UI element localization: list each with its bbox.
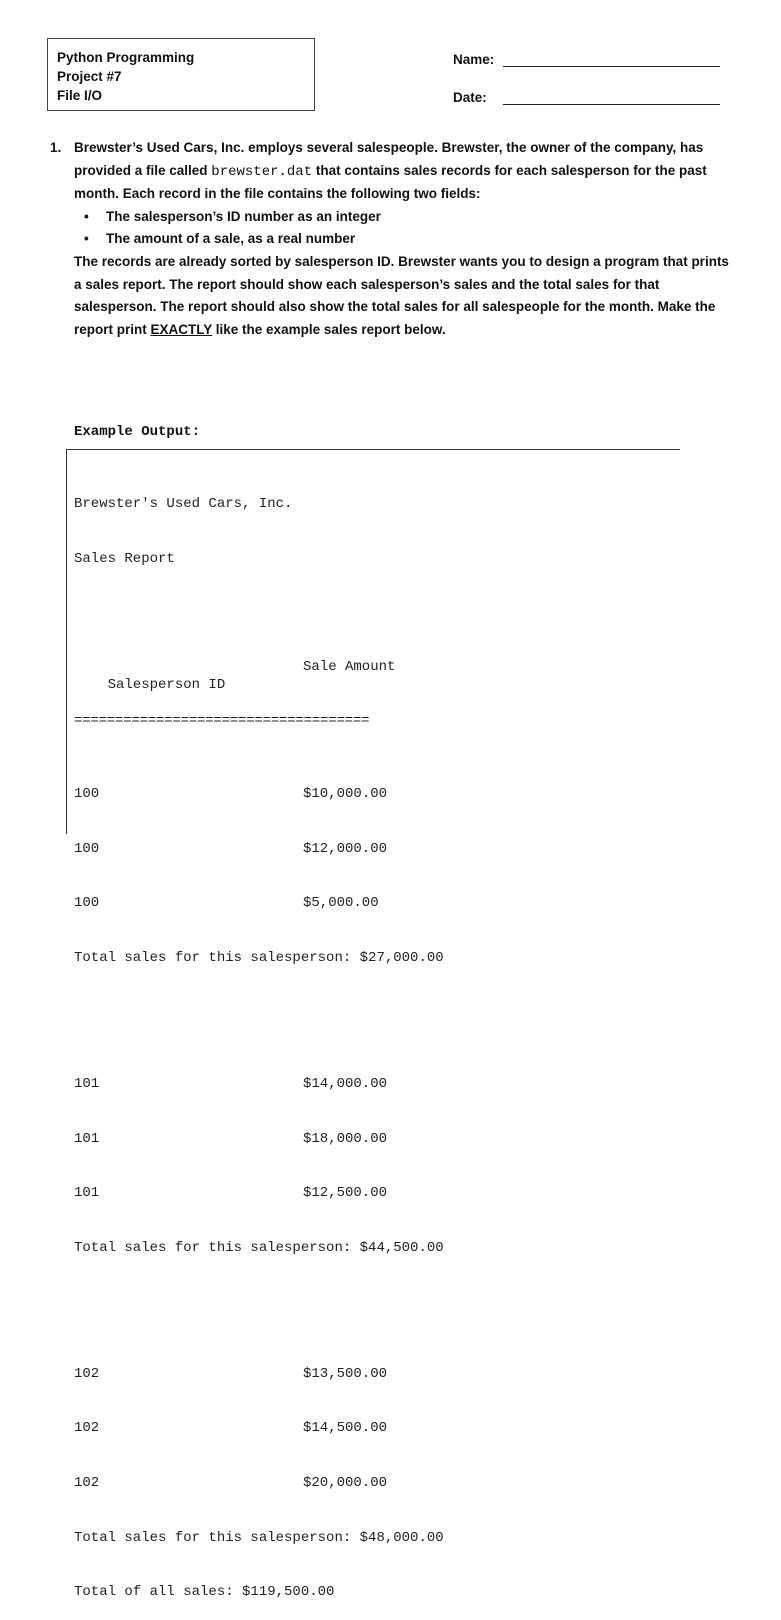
salesperson-id: 100 — [74, 895, 100, 912]
sale-amount: $14,500.00 — [303, 1420, 388, 1437]
intro-text-2: that contains sales records for each salesperson for the past month. Each record in the file contains the following two fields: — [74, 162, 707, 202]
list-item: • The salesperson’s ID number as an integer — [74, 206, 738, 229]
sale-amount: $12,000.00 — [303, 840, 388, 857]
date-blank-line — [503, 104, 720, 105]
emphasis-text: EXACTLY — [150, 321, 213, 337]
question-instructions — [74, 251, 738, 341]
salesperson-total: Total sales for this salesperson: $44,500.00 — [74, 1239, 444, 1256]
date-field — [453, 90, 487, 105]
example-output — [74, 459, 444, 1620]
salesperson-id: 102 — [74, 1365, 100, 1382]
table-row — [74, 1184, 444, 1202]
question-number: 1. — [50, 140, 62, 155]
table-row — [74, 1365, 444, 1383]
salesperson-total: Total sales for this salesperson: $27,000.00 — [74, 949, 444, 966]
list-item: • The amount of a sale, as a real number — [74, 228, 738, 251]
grand-total: Total of all sales: $119,500.00 — [74, 1584, 335, 1601]
report-title: Sales Report — [74, 551, 175, 567]
separator-line: ==================================== — [74, 713, 370, 730]
column-headers — [74, 658, 444, 693]
salesperson-id: 100 — [74, 786, 100, 803]
table-row — [74, 840, 444, 858]
table-row — [74, 785, 444, 803]
field-list — [74, 206, 738, 251]
question-intro — [74, 137, 738, 206]
sale-amount: $5,000.00 — [303, 895, 379, 912]
salesperson-id: 101 — [74, 1130, 100, 1147]
table-row — [74, 1130, 444, 1148]
output-left-border — [66, 449, 67, 834]
date-label: Date: — [453, 90, 487, 105]
sale-amount: $18,000.00 — [303, 1130, 388, 1147]
output-top-border — [66, 449, 680, 450]
salesperson-id: 102 — [74, 1474, 100, 1491]
table-row — [74, 1075, 444, 1093]
sale-amount: $12,500.00 — [303, 1185, 388, 1202]
intro-text-1: Brewster’s Used Cars, Inc. employs several salespeople. Brewster, the owner of the company, has provided a file called — [74, 140, 704, 178]
salesperson-id: 101 — [74, 1185, 100, 1202]
salesperson-id: 101 — [74, 1075, 100, 1092]
col-header-amount: Sale Amount — [303, 658, 396, 675]
table-row — [74, 1419, 444, 1437]
salesperson-total: Total sales for this salesperson: $48,000.00 — [74, 1529, 444, 1546]
sale-amount: $14,000.00 — [303, 1075, 388, 1092]
instructions-text-2: like the example sales report below. — [212, 321, 446, 337]
company-name: Brewster's Used Cars, Inc. — [74, 496, 293, 513]
name-label: Name: — [453, 52, 495, 67]
sale-amount: $13,500.00 — [303, 1365, 388, 1382]
course-title: Python Programming — [57, 50, 195, 65]
example-output-label: Example Output: — [74, 424, 201, 440]
question-body — [74, 137, 738, 341]
table-row — [74, 1474, 444, 1492]
instructions-text-1: The records are already sorted by salesperson ID. Brewster wants you to design a program that prints a sales report. The report should show each salesperson’s sales and the total sales for that salesperson. The report should also show the total sales for all salespeople for the month. Make the report print — [74, 253, 729, 337]
filename: brewster.dat — [211, 163, 313, 180]
col-header-id: Salesperson ID — [107, 677, 226, 693]
table-row — [74, 894, 444, 912]
project-topic: File I/O — [57, 88, 103, 103]
project-number: Project #7 — [57, 69, 122, 84]
name-field — [453, 52, 494, 67]
sale-amount: $10,000.00 — [303, 786, 388, 803]
course-info-box — [47, 38, 315, 111]
salesperson-id: 100 — [74, 840, 100, 857]
name-blank-line — [503, 66, 720, 67]
salesperson-id: 102 — [74, 1420, 100, 1437]
sale-amount: $20,000.00 — [303, 1474, 388, 1491]
